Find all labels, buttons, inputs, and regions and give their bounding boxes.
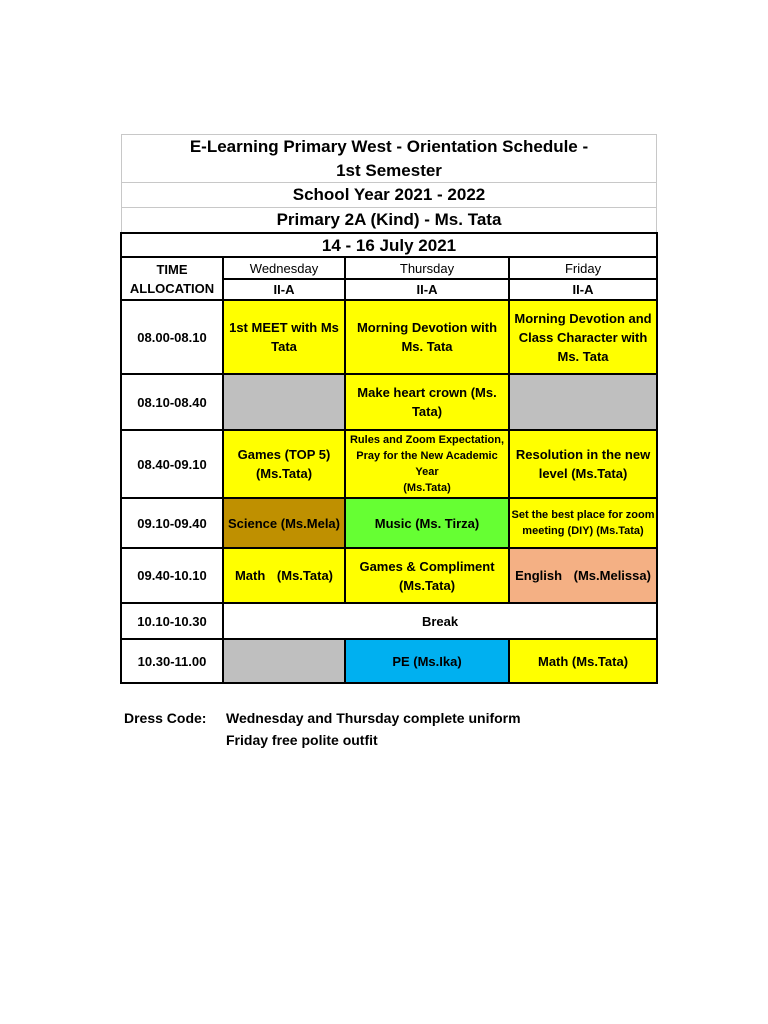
time-cell: 08.00-08.10: [121, 300, 223, 374]
activity-cell: Games (TOP 5) (Ms.Tata): [223, 430, 345, 498]
dress-code-label: Dress Code:: [124, 710, 207, 726]
activity-cell: Resolution in the new level (Ms.Tata): [509, 430, 657, 498]
empty-cell: [223, 374, 345, 430]
activity-cell: Science (Ms.Mela): [223, 498, 345, 548]
time-cell: 08.10-08.40: [121, 374, 223, 430]
activity-text: Rules and Zoom Expectation, Pray for the New Academic Year: [349, 434, 505, 478]
class-name: Primary 2A (Kind) - Ms. Tata: [121, 207, 657, 233]
empty-cell: [223, 639, 345, 683]
activity-cell: English (Ms.Melissa): [509, 548, 657, 603]
dress-code-line-2: Friday free polite outfit: [226, 732, 378, 748]
title-line-2: 1st Semester: [336, 160, 442, 180]
time-cell: 09.10-09.40: [121, 498, 223, 548]
activity-cell: Games & Compliment (Ms.Tata): [345, 548, 509, 603]
activity-cell: Math (Ms.Tata): [509, 639, 657, 683]
time-cell: 10.30-11.00: [121, 639, 223, 683]
title-line-1: E-Learning Primary West - Orientation Schedule -: [189, 136, 589, 156]
day-header-thursday: Thursday: [345, 257, 509, 279]
empty-cell: [509, 374, 657, 430]
school-year: School Year 2021 - 2022: [121, 182, 657, 208]
activity-cell: [345, 430, 509, 498]
schedule-title: [121, 134, 657, 182]
class-header-friday: II-A: [509, 279, 657, 300]
dress-code-line-1: Wednesday and Thursday complete uniform: [226, 710, 521, 726]
date-range: 14 - 16 July 2021: [121, 233, 657, 257]
activity-teacher: (Ms.Tata): [403, 482, 451, 494]
day-header-wednesday: Wednesday: [223, 257, 345, 279]
activity-cell: 1st MEET with Ms Tata: [223, 300, 345, 374]
day-header-friday: Friday: [509, 257, 657, 279]
activity-cell: Make heart crown (Ms. Tata): [345, 374, 509, 430]
time-allocation-header: TIME ALLOCATION: [121, 257, 223, 300]
activity-cell: Music (Ms. Tirza): [345, 498, 509, 548]
time-cell: 09.40-10.10: [121, 548, 223, 603]
activity-cell: PE (Ms.Ika): [345, 639, 509, 683]
class-header-wednesday: II-A: [223, 279, 345, 300]
activity-cell: Set the best place for zoom meeting (DIY) (Ms.Tata): [509, 498, 657, 548]
activity-cell: Morning Devotion and Class Character with Ms. Tata: [509, 300, 657, 374]
activity-cell: Morning Devotion with Ms. Tata: [345, 300, 509, 374]
time-cell: 08.40-09.10: [121, 430, 223, 498]
break-cell: Break: [223, 603, 657, 639]
activity-cell: Math (Ms.Tata): [223, 548, 345, 603]
schedule-table: [120, 232, 658, 684]
time-cell: 10.10-10.30: [121, 603, 223, 639]
class-header-thursday: II-A: [345, 279, 509, 300]
